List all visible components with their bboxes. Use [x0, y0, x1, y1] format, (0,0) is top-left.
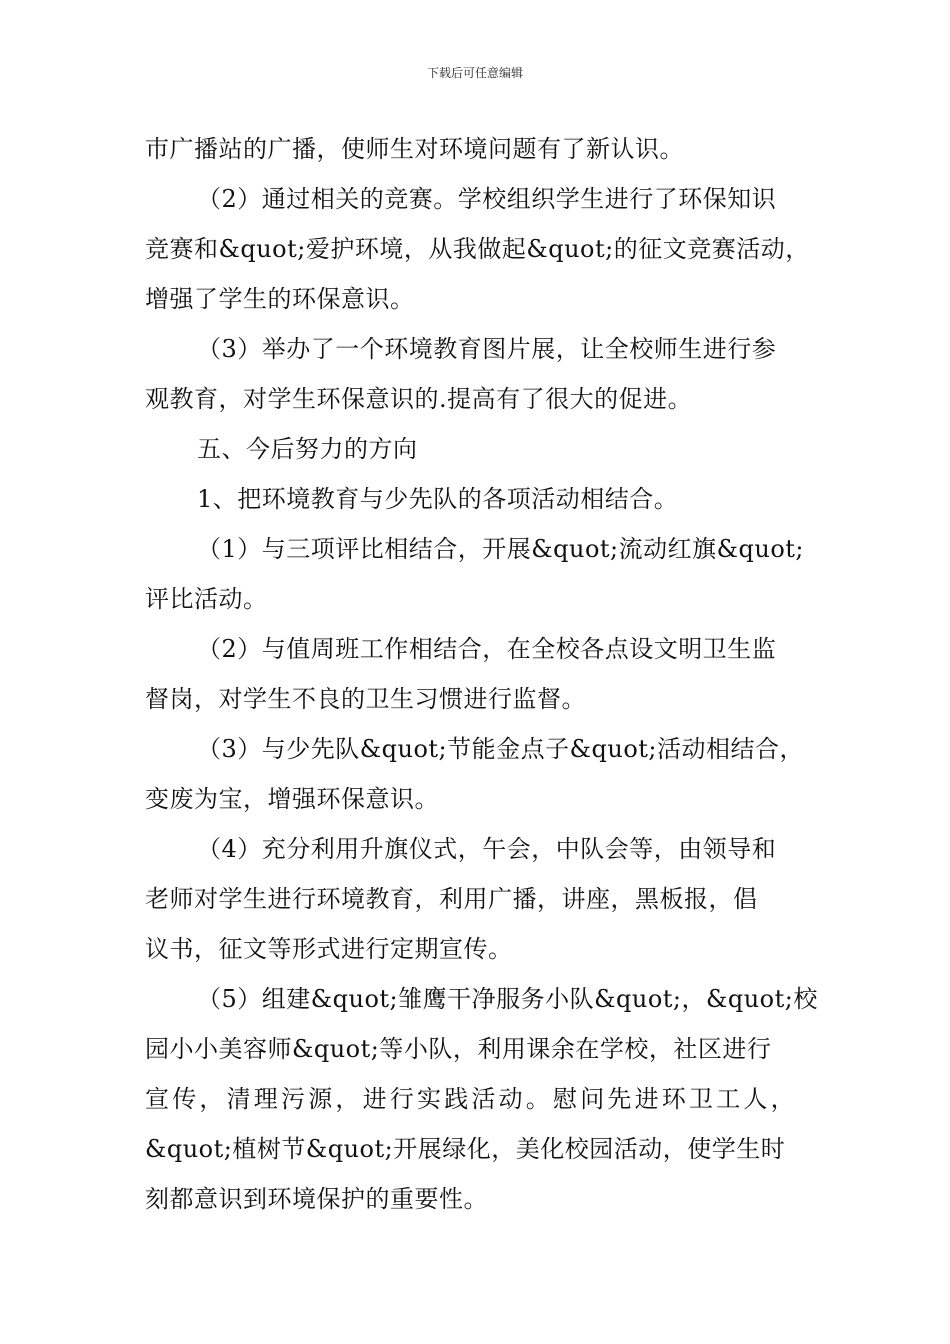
text-line: 督岗，对学生不良的卫生习惯进行监督。 [145, 685, 586, 713]
text-line: 议书，征文等形式进行定期宣传。 [145, 935, 513, 963]
text-line: （1）与三项评比相结合，开展&quot;流动红旗&quot; [197, 535, 804, 563]
text-line: （3）举办了一个环境教育图片展，让全校师生进行参 [197, 335, 777, 363]
text-line: （2）与值周班工作相结合，在全校各点设文明卫生监 [197, 635, 777, 663]
text-line: 园小小美容师&quot;等小队，利用课余在学校，社区进行 [145, 1035, 772, 1063]
text-line: 老师对学生进行环境教育，利用广播，讲座，黑板报，倡 [145, 885, 758, 913]
text-line: 竞赛和&quot;爱护环境，从我做起&quot;的征文竞赛活动， [145, 235, 810, 263]
page-header-note: 下载后可任意编辑 [426, 66, 523, 80]
text-line: 评比活动。 [145, 585, 268, 613]
text-line: 巿广播站的广播，使师生对环境问题有了新认识。 [145, 135, 684, 163]
text-line: （5）组建&quot;雏鹰干净服务小队&quot;，&quot;校 [197, 985, 818, 1013]
text-line: 增强了学生的环保意识。 [145, 285, 415, 313]
section-heading: 五、今后努力的方向 [197, 435, 418, 463]
text-line: 变废为宝，增强环保意识。 [145, 785, 439, 813]
text-line: 宣传，清理污源，进行实践活动。慰问先进环卫工人， [145, 1085, 798, 1113]
document-body [145, 124, 818, 1224]
text-line: （4）充分利用升旗仪式，午会，中队会等，由领导和 [197, 835, 777, 863]
text-line: &quot;植树节&quot;开展绿化，美化校园活动，使学生时 [145, 1135, 786, 1163]
text-line: 观教育，对学生环保意识的.提高有了很大的促进。 [145, 385, 693, 413]
text-line: （3）与少先队&quot;节能金点子&quot;活动相结合， [197, 735, 804, 763]
text-line: （2）通过相关的竞赛。学校组织学生进行了环保知识 [197, 185, 777, 213]
text-line: 刻都意识到环境保护的重要性。 [145, 1185, 488, 1213]
text-line: 1、把环境教育与少先队的各项活动相结合。 [197, 485, 679, 513]
